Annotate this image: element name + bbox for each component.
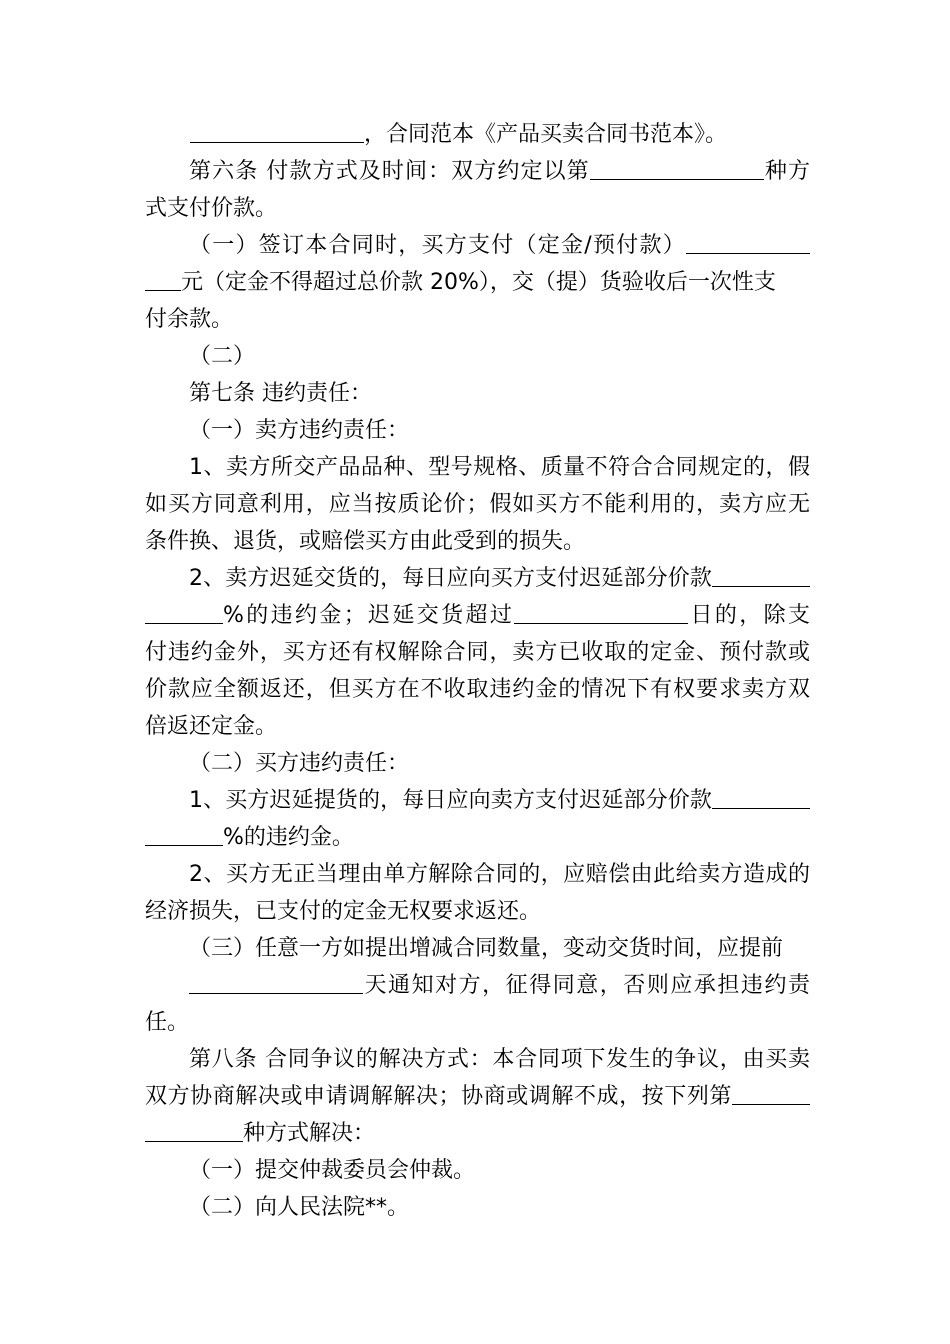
text-segment: 经济损失，已支付的定金无权要求返还。 <box>145 899 542 924</box>
text-segment: （三）任意一方如提出增减合同数量，变动交货时间，应提前 <box>189 936 784 961</box>
article-8-option-2 <box>145 1189 810 1226</box>
blank-line[interactable] <box>145 601 223 624</box>
text-segment: 如买方同意利用，应当按质论价；假如买方不能利用的，卖方应无 <box>145 492 810 517</box>
article-7-seller-item-1 <box>145 449 810 560</box>
text-segment: 种方式解决： <box>243 1121 376 1146</box>
text-segment: 2、卖方迟延交货的，每日应向买方支付迟延部分价款 <box>189 566 712 591</box>
text-segment: 付余款。 <box>145 307 234 332</box>
text-segment: 天通知对方，征得同意，否则应承担违约责 <box>363 973 810 998</box>
blank-line[interactable] <box>590 157 764 180</box>
text-segment: （一）提交仲裁委员会仲裁。 <box>189 1158 476 1183</box>
text-segment: 元（定金不得超过总价款 20%），交（提）货验收后一次性支 <box>181 270 776 295</box>
text-segment: ，合同范本《产品买卖合同书范本》。 <box>364 122 728 147</box>
text-segment: （一）签订本合同时，买方支付（定金/预付款） <box>189 233 686 258</box>
text-segment: 条件换、退货，或赔偿买方由此受到的损失。 <box>145 529 586 554</box>
text-segment: 任。 <box>145 1010 190 1035</box>
text-segment: %的违约金；迟延交货超过 <box>223 603 515 628</box>
text-segment: （二） <box>189 344 256 369</box>
blank-line[interactable] <box>190 120 364 143</box>
blank-line[interactable] <box>712 564 810 587</box>
article-6-clause-2 <box>145 338 810 375</box>
article-7-seller-heading <box>145 412 810 449</box>
article-6-payment <box>145 153 810 227</box>
text-segment: 第八条 合同争议的解决方式：本合同项下发生的争议，由买卖 <box>189 1047 810 1072</box>
text-segment: 1、买方迟延提货的，每日应向卖方支付迟延部分价款 <box>189 788 712 813</box>
blank-line[interactable] <box>145 268 181 291</box>
article-7-clause-3 <box>145 930 810 1041</box>
blank-line[interactable] <box>189 971 363 994</box>
blank-line[interactable] <box>145 1119 243 1142</box>
paragraph-model-name <box>145 116 810 153</box>
text-segment: 付违约金外，买方还有权解除合同，卖方已收取的定金、预付款或 <box>145 640 810 665</box>
text-segment: 2、买方无正当理由单方解除合同的，应赔偿由此给卖方造成的 <box>189 862 810 887</box>
text-segment: 价款应全额返还，但买方在不收取违约金的情况下有权要求卖方双 <box>145 677 810 702</box>
text-segment: （二）向人民法院**。 <box>189 1195 410 1220</box>
article-7-heading <box>145 375 810 412</box>
article-8-option-1 <box>145 1152 810 1189</box>
text-segment: （二）买方违约责任： <box>189 751 410 776</box>
article-8-dispute <box>145 1041 810 1152</box>
text-segment: 双方协商解决或申请调解解决；协商或调解不成，按下列第 <box>145 1084 732 1109</box>
text-segment: 1、卖方所交产品品种、型号规格、质量不符合合同规定的，假 <box>189 455 810 480</box>
blank-line[interactable] <box>712 786 810 809</box>
text-segment: 倍返还定金。 <box>145 714 278 739</box>
text-segment: 日的，除支 <box>688 603 810 628</box>
text-segment: 第六条 付款方式及时间：双方约定以第 <box>189 159 590 184</box>
text-segment: 式支付价款。 <box>145 196 278 221</box>
text-segment: %的违约金。 <box>223 825 354 850</box>
article-7-buyer-item-1 <box>145 782 810 856</box>
blank-line[interactable] <box>514 601 688 624</box>
text-segment: 种方 <box>763 159 810 184</box>
article-7-seller-item-2 <box>145 560 810 745</box>
blank-line[interactable] <box>145 823 223 846</box>
blank-line[interactable] <box>686 231 810 254</box>
article-7-buyer-heading <box>145 745 810 782</box>
article-6-clause-1 <box>145 227 810 338</box>
text-segment: （一）卖方违约责任： <box>189 418 410 443</box>
text-segment: 第七条 违约责任： <box>189 381 372 406</box>
article-7-buyer-item-2 <box>145 856 810 930</box>
blank-line[interactable] <box>732 1082 810 1105</box>
